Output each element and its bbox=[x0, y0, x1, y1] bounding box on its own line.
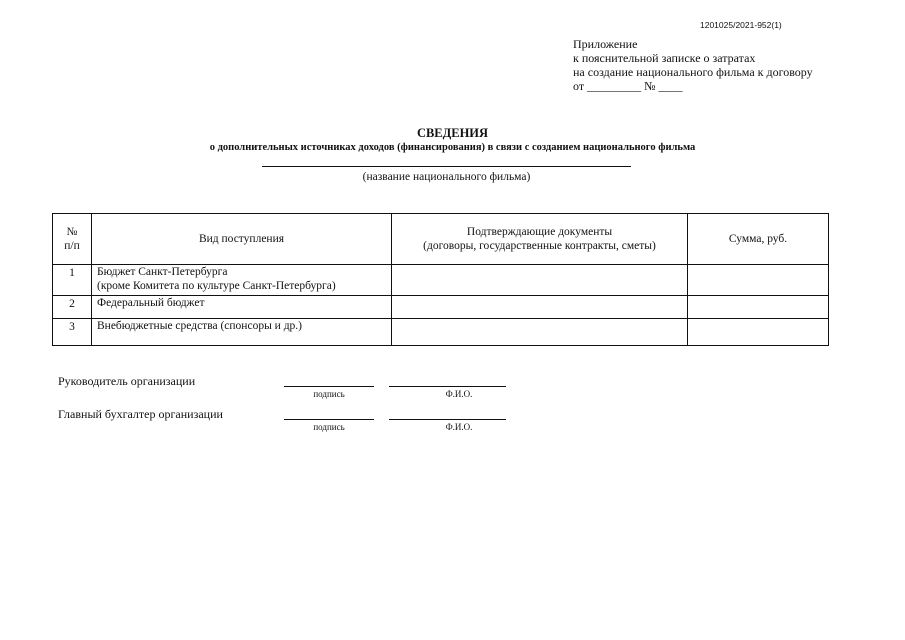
signature-caption-accountant: подпись bbox=[313, 422, 345, 432]
signature-role-accountant: Главный бухгалтер организации bbox=[58, 407, 223, 421]
header-number bbox=[53, 214, 92, 265]
header-sum: Сумма, руб. bbox=[688, 214, 829, 265]
header-documents-line2: (договоры, государственные контракты, сметы) bbox=[423, 240, 656, 252]
row-documents bbox=[392, 319, 688, 346]
table-row bbox=[53, 296, 829, 319]
table-row bbox=[53, 319, 829, 346]
name-line-director bbox=[389, 386, 506, 387]
header-kind: Вид поступления bbox=[92, 214, 392, 265]
row-kind bbox=[92, 265, 392, 296]
row-documents bbox=[392, 265, 688, 296]
document-number: 1201025/2021-952(1) bbox=[700, 20, 782, 30]
appendix-line-2: к пояснительной записке о затратах bbox=[573, 51, 756, 65]
film-name-line bbox=[262, 166, 631, 167]
row-documents bbox=[392, 296, 688, 319]
table-row bbox=[53, 265, 829, 296]
name-caption-director: Ф.И.О. bbox=[445, 389, 473, 399]
signature-role-director: Руководитель организации bbox=[58, 374, 196, 388]
header-documents-line1: Подтверждающие документы bbox=[466, 226, 613, 238]
signature-line-accountant bbox=[284, 419, 374, 420]
row-sum bbox=[688, 265, 829, 296]
appendix-block bbox=[573, 37, 813, 93]
row-kind: Федеральный бюджет bbox=[92, 296, 392, 319]
document-subtitle: о дополнительных источниках доходов (финансирования) в связи с созданием национального фильма bbox=[209, 142, 696, 153]
row-kind-line1: Бюджет Санкт-Петербурга bbox=[97, 266, 228, 278]
row-number: 1 bbox=[53, 265, 92, 296]
appendix-line-3: на создание национального фильма к договору bbox=[573, 65, 813, 79]
signature-line-director bbox=[284, 386, 374, 387]
film-name-caption: (название национального фильма) bbox=[362, 171, 531, 183]
row-sum bbox=[688, 319, 829, 346]
row-sum bbox=[688, 296, 829, 319]
document-title: СВЕДЕНИЯ bbox=[416, 126, 489, 140]
signature-caption-director: подпись bbox=[313, 389, 345, 399]
header-number-line1: № bbox=[66, 226, 78, 238]
header-documents bbox=[392, 214, 688, 265]
row-number: 2 bbox=[53, 296, 92, 319]
row-kind: Внебюджетные средства (спонсоры и др.) bbox=[92, 319, 392, 346]
name-line-accountant bbox=[389, 419, 506, 420]
table-header-row bbox=[53, 214, 829, 265]
appendix-line-1: Приложение bbox=[573, 37, 638, 51]
row-kind-line2: (кроме Комитета по культуре Санкт-Петербурга) bbox=[97, 280, 336, 292]
name-caption-accountant: Ф.И.О. bbox=[445, 422, 473, 432]
income-sources-table bbox=[52, 213, 829, 346]
appendix-line-4: от _________ № ____ bbox=[573, 79, 683, 93]
header-number-line2: п/п bbox=[64, 240, 80, 252]
row-number: 3 bbox=[53, 319, 92, 346]
